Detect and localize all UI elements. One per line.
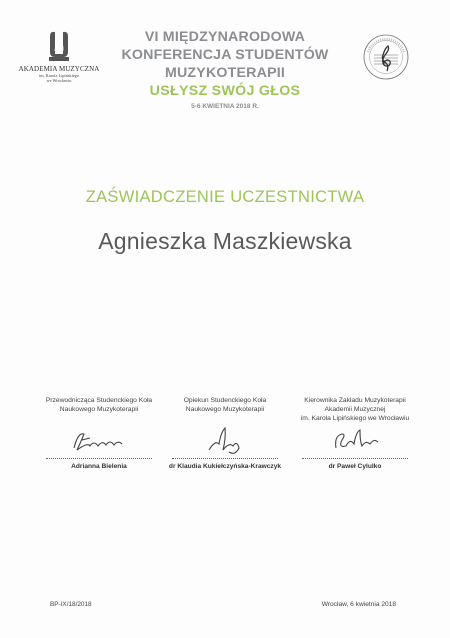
conference-line-3: MUZYKOTERAPII — [164, 65, 286, 81]
signature-block-3 — [290, 396, 420, 470]
signature-line — [172, 458, 278, 459]
certificate-title: ZAŚWIADCZENIE UCZESTNICTWA — [85, 188, 365, 206]
signatory-name: Adrianna Bielenia — [71, 463, 127, 470]
signature-line — [302, 458, 408, 459]
treble-clef-seal-icon — [362, 33, 410, 81]
signature-block-1 — [34, 396, 164, 470]
conference-date: 5-6 KWIETNIA 2018 R. — [191, 103, 259, 110]
handwritten-signature — [290, 426, 420, 458]
conference-header — [110, 28, 340, 110]
academy-subtitle-2: we Wrocławiu — [46, 78, 72, 83]
conference-seal — [362, 33, 410, 81]
reference-number: BP-IX/18/2018 — [50, 601, 92, 608]
conference-line-2: KONFERENCJA STUDENTÓW — [121, 47, 329, 63]
signatory-name: dr Paweł Cylulko — [328, 463, 382, 470]
handwritten-signature — [160, 426, 290, 458]
svg-text:AM: AM — [54, 46, 64, 53]
signature-line — [46, 458, 152, 459]
academy-name: AKADEMIA MUZYCZNA — [18, 65, 100, 73]
signatory-name: dr Klaudia Kukiełczyńska-Krawczyk — [168, 463, 282, 470]
place-and-date: Wrocław, 6 kwietnia 2018 — [321, 601, 396, 608]
conference-slogan: USŁYSZ SWÓJ GŁOS — [149, 83, 301, 99]
handwritten-signature — [34, 426, 164, 458]
academy-subtitle-1: im. Karola Lipińskiego — [39, 73, 79, 78]
lyre-logo-icon — [46, 30, 72, 62]
signature-block-2 — [160, 396, 290, 470]
conference-line-1: VI MIĘDZYNARODOWA — [144, 29, 306, 45]
signature-role: Opiekun Studenckiego Koła Naukowego Muzykoterapii — [183, 397, 267, 413]
academy-logo — [18, 30, 100, 83]
participant-name: Agnieszka Maszkiewska — [98, 228, 352, 254]
signature-role: Kierownika Zakładu Muzykoterapii Akademii Muzycznej im. Karola Lipińskiego we Wrocławiu — [300, 397, 410, 422]
signature-role: Przewodnicząca Studenckiego Koła Naukowego Muzykoterapii — [45, 397, 153, 413]
